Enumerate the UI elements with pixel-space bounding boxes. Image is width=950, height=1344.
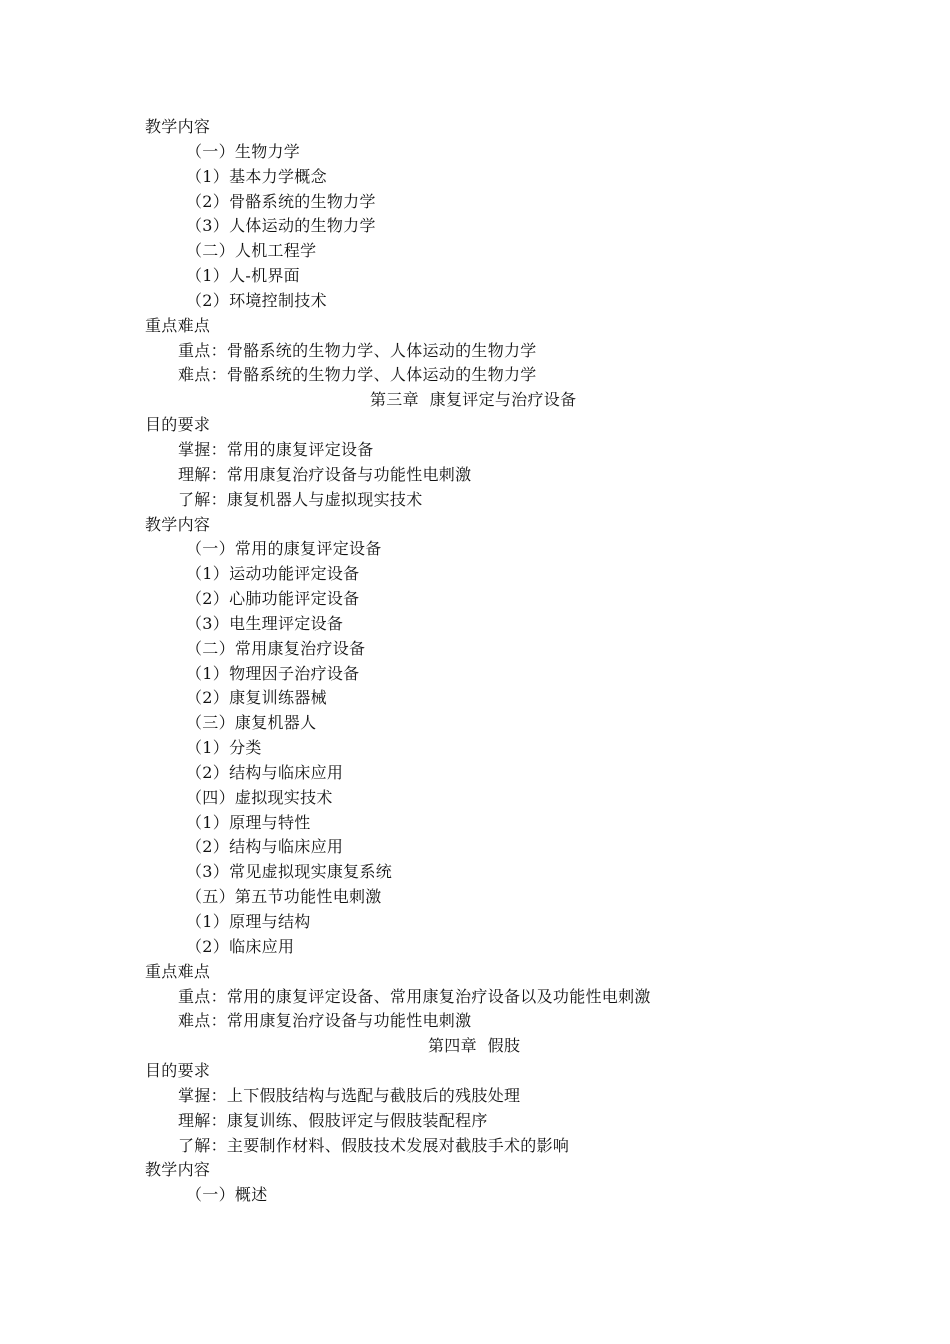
text-line: 了解：康复机器人与虚拟现实技术	[178, 489, 423, 509]
section-heading: 目的要求	[145, 415, 211, 435]
list-item: （1）物理因子治疗设备	[186, 663, 360, 683]
list-item: （3）电生理评定设备	[186, 613, 344, 633]
list-item: （2）临床应用	[186, 936, 295, 956]
list-item: （一）常用的康复评定设备	[186, 539, 382, 559]
list-item: （2）心肺功能评定设备	[186, 589, 360, 609]
list-item: （2）结构与临床应用	[186, 837, 344, 857]
section-heading: 教学内容	[145, 1160, 211, 1180]
text-line: 理解：常用康复治疗设备与功能性电刺激	[178, 464, 472, 484]
list-item: （三）康复机器人	[186, 713, 317, 733]
list-item: （一）生物力学	[186, 141, 301, 161]
text-line: 难点：常用康复治疗设备与功能性电刺激	[178, 1011, 472, 1031]
chapter-title: 第三章 康复评定与治疗设备	[370, 390, 577, 410]
list-item: （二）人机工程学	[186, 241, 317, 261]
list-item: （2）结构与临床应用	[186, 762, 344, 782]
list-item: （五）第五节功能性电刺激	[186, 887, 382, 907]
text-line: 掌握：上下假肢结构与选配与截肢后的残肢处理	[178, 1085, 521, 1105]
list-item: （2）环境控制技术	[186, 290, 327, 310]
text-line: 难点：骨骼系统的生物力学、人体运动的生物力学	[178, 365, 537, 385]
section-heading: 教学内容	[145, 514, 211, 534]
list-item: （1）运动功能评定设备	[186, 564, 360, 584]
list-item: （1）基本力学概念	[186, 166, 327, 186]
section-heading: 重点难点	[145, 315, 211, 335]
list-item: （1）分类	[186, 738, 262, 758]
list-item: （2）骨骼系统的生物力学	[186, 191, 376, 211]
text-line: 掌握：常用的康复评定设备	[178, 439, 374, 459]
list-item: （2）康复训练器械	[186, 688, 327, 708]
list-item: （3）常见虚拟现实康复系统	[186, 862, 393, 882]
list-item: （1）原理与结构	[186, 912, 311, 931]
list-item: （1）人-机界面	[186, 266, 300, 286]
list-item: （1）原理与特性	[186, 812, 311, 832]
text-line: 理解：康复训练、假肢评定与假肢装配程序	[178, 1110, 488, 1130]
section-heading: 教学内容	[145, 117, 211, 136]
text-line: 重点：常用的康复评定设备、常用康复治疗设备以及功能性电刺激	[178, 986, 651, 1006]
document-page	[0, 115, 950, 1208]
list-item: （一）概述	[186, 1185, 268, 1205]
list-item: （二）常用康复治疗设备	[186, 638, 366, 658]
list-item: （四）虚拟现实技术	[186, 787, 333, 807]
list-item: （3）人体运动的生物力学	[186, 216, 376, 236]
text-line: 了解：主要制作材料、假肢技术发展对截肢手术的影响	[178, 1135, 570, 1155]
chapter-title: 第四章 假肢	[428, 1036, 521, 1056]
section-heading: 重点难点	[145, 961, 211, 981]
section-heading: 目的要求	[145, 1061, 211, 1081]
text-line: 重点：骨骼系统的生物力学、人体运动的生物力学	[178, 340, 537, 360]
